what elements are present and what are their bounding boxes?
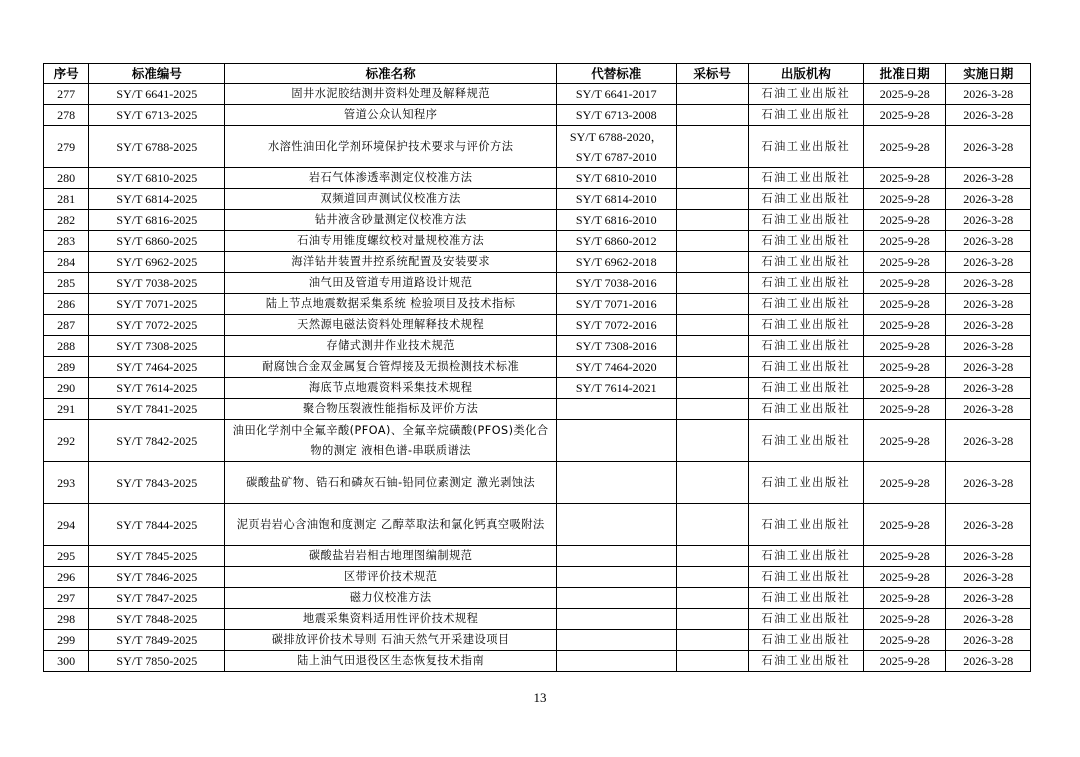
cell-standard-name: 海底节点地震资料采集技术规程 (225, 378, 557, 399)
cell-standard-code: SY/T 7842-2025 (89, 420, 225, 462)
cell-standard-code: SY/T 7072-2025 (89, 315, 225, 336)
table-row (44, 399, 1031, 420)
cell-approval-date: 2025-9-28 (864, 588, 946, 609)
cell-implementation-date: 2026-3-28 (946, 126, 1031, 168)
page-number: 13 (533, 690, 547, 705)
cell-standard-name: 泥页岩岩心含油饱和度测定 乙醇萃取法和氯化钙真空吸附法 (225, 504, 557, 546)
cell-serial-no: 300 (44, 651, 89, 672)
cell-standard-name: 固井水泥胶结测井资料处理及解释规范 (225, 84, 557, 105)
cell-implementation-date: 2026-3-28 (946, 399, 1031, 420)
cell-standard-code: SY/T 7850-2025 (89, 651, 225, 672)
cell-publisher: 石油工业出版社 (748, 189, 863, 210)
cell-standard-name: 陆上节点地震数据采集系统 检验项目及技术指标 (225, 294, 557, 315)
cell-standard-name: 磁力仪校准方法 (225, 588, 557, 609)
cell-standard-name: 岩石气体渗透率测定仪校准方法 (225, 168, 557, 189)
cell-standard-code: SY/T 7847-2025 (89, 588, 225, 609)
cell-replaced-standard (557, 462, 677, 504)
cell-implementation-date: 2026-3-28 (946, 105, 1031, 126)
cell-standard-code: SY/T 6788-2025 (89, 126, 225, 168)
cell-standard-code: SY/T 7843-2025 (89, 462, 225, 504)
cell-serial-no: 290 (44, 378, 89, 399)
cell-approval-date: 2025-9-28 (864, 546, 946, 567)
table-row (44, 84, 1031, 105)
cell-approval-date: 2025-9-28 (864, 168, 946, 189)
cell-adoption-no (676, 189, 748, 210)
cell-standard-name: 天然源电磁法资料处理解释技术规程 (225, 315, 557, 336)
cell-implementation-date: 2026-3-28 (946, 504, 1031, 546)
cell-approval-date: 2025-9-28 (864, 462, 946, 504)
cell-implementation-date: 2026-3-28 (946, 462, 1031, 504)
cell-standard-name: 双频道回声测试仪校准方法 (225, 189, 557, 210)
header-standard-code: 标准编号 (89, 64, 225, 84)
cell-approval-date: 2025-9-28 (864, 357, 946, 378)
cell-implementation-date: 2026-3-28 (946, 252, 1031, 273)
cell-publisher: 石油工业出版社 (748, 84, 863, 105)
cell-publisher: 石油工业出版社 (748, 651, 863, 672)
cell-adoption-no (676, 651, 748, 672)
cell-standard-name: 管道公众认知程序 (225, 105, 557, 126)
cell-adoption-no (676, 210, 748, 231)
cell-standard-name: 水溶性油田化学剂环境保护技术要求与评价方法 (225, 126, 557, 168)
header-implementation-date: 实施日期 (946, 64, 1031, 84)
cell-replaced-standard: SY/T 7072-2016 (557, 315, 677, 336)
cell-adoption-no (676, 336, 748, 357)
cell-replaced-standard: SY/T 7614-2021 (557, 378, 677, 399)
cell-replaced-standard: SY/T 6816-2010 (557, 210, 677, 231)
cell-publisher: 石油工业出版社 (748, 336, 863, 357)
cell-publisher: 石油工业出版社 (748, 315, 863, 336)
cell-approval-date: 2025-9-28 (864, 378, 946, 399)
cell-serial-no: 295 (44, 546, 89, 567)
cell-implementation-date: 2026-3-28 (946, 336, 1031, 357)
cell-approval-date: 2025-9-28 (864, 420, 946, 462)
cell-adoption-no (676, 399, 748, 420)
cell-standard-code: SY/T 7848-2025 (89, 609, 225, 630)
cell-publisher: 石油工业出版社 (748, 630, 863, 651)
cell-approval-date: 2025-9-28 (864, 336, 946, 357)
table-row (44, 357, 1031, 378)
cell-serial-no: 285 (44, 273, 89, 294)
cell-approval-date: 2025-9-28 (864, 294, 946, 315)
cell-serial-no: 279 (44, 126, 89, 168)
cell-serial-no: 296 (44, 567, 89, 588)
cell-standard-name: 区带评价技术规范 (225, 567, 557, 588)
cell-standard-code: SY/T 6962-2025 (89, 252, 225, 273)
cell-implementation-date: 2026-3-28 (946, 294, 1031, 315)
cell-replaced-standard: SY/T 6962-2018 (557, 252, 677, 273)
cell-replaced-standard: SY/T 7308-2016 (557, 336, 677, 357)
table-row (44, 630, 1031, 651)
cell-approval-date: 2025-9-28 (864, 210, 946, 231)
cell-implementation-date: 2026-3-28 (946, 630, 1031, 651)
cell-standard-code: SY/T 6810-2025 (89, 168, 225, 189)
table-row (44, 126, 1031, 168)
header-approval-date: 批准日期 (864, 64, 946, 84)
cell-approval-date: 2025-9-28 (864, 126, 946, 168)
table-row (44, 504, 1031, 546)
cell-implementation-date: 2026-3-28 (946, 273, 1031, 294)
cell-publisher: 石油工业出版社 (748, 231, 863, 252)
cell-standard-code: SY/T 6713-2025 (89, 105, 225, 126)
cell-standard-code: SY/T 7845-2025 (89, 546, 225, 567)
cell-serial-no: 288 (44, 336, 89, 357)
cell-serial-no: 280 (44, 168, 89, 189)
cell-adoption-no (676, 105, 748, 126)
cell-standard-code: SY/T 7038-2025 (89, 273, 225, 294)
cell-replaced-standard (557, 399, 677, 420)
cell-adoption-no (676, 588, 748, 609)
table-row (44, 210, 1031, 231)
cell-publisher: 石油工业出版社 (748, 273, 863, 294)
table-row (44, 567, 1031, 588)
cell-standard-name: 石油专用锥度螺纹校对量规校准方法 (225, 231, 557, 252)
cell-serial-no: 284 (44, 252, 89, 273)
cell-publisher: 石油工业出版社 (748, 588, 863, 609)
cell-serial-no: 289 (44, 357, 89, 378)
cell-implementation-date: 2026-3-28 (946, 315, 1031, 336)
cell-implementation-date: 2026-3-28 (946, 378, 1031, 399)
cell-publisher: 石油工业出版社 (748, 504, 863, 546)
cell-replaced-standard (557, 609, 677, 630)
cell-implementation-date: 2026-3-28 (946, 231, 1031, 252)
header-publisher: 出版机构 (748, 64, 863, 84)
table-row (44, 336, 1031, 357)
cell-adoption-no (676, 231, 748, 252)
cell-adoption-no (676, 168, 748, 189)
table-row (44, 105, 1031, 126)
table-row (44, 609, 1031, 630)
cell-approval-date: 2025-9-28 (864, 231, 946, 252)
cell-standard-name: 聚合物压裂液性能指标及评价方法 (225, 399, 557, 420)
cell-serial-no: 281 (44, 189, 89, 210)
cell-publisher: 石油工业出版社 (748, 126, 863, 168)
table-row (44, 588, 1031, 609)
header-standard-name: 标准名称 (225, 64, 557, 84)
cell-approval-date: 2025-9-28 (864, 273, 946, 294)
cell-serial-no: 277 (44, 84, 89, 105)
table-header-row (44, 64, 1031, 84)
cell-serial-no: 299 (44, 630, 89, 651)
cell-adoption-no (676, 630, 748, 651)
cell-replaced-standard (557, 546, 677, 567)
cell-implementation-date: 2026-3-28 (946, 168, 1031, 189)
cell-adoption-no (676, 252, 748, 273)
cell-adoption-no (676, 273, 748, 294)
table-row (44, 252, 1031, 273)
cell-serial-no: 286 (44, 294, 89, 315)
table-row (44, 168, 1031, 189)
header-adoption-no: 采标号 (676, 64, 748, 84)
cell-replaced-standard: SY/T 6641-2017 (557, 84, 677, 105)
cell-publisher: 石油工业出版社 (748, 420, 863, 462)
cell-replaced-standard (557, 504, 677, 546)
cell-standard-code: SY/T 7841-2025 (89, 399, 225, 420)
cell-implementation-date: 2026-3-28 (946, 420, 1031, 462)
cell-adoption-no (676, 462, 748, 504)
cell-standard-code: SY/T 7614-2025 (89, 378, 225, 399)
table-row (44, 294, 1031, 315)
cell-standard-name: 碳酸盐岩岩相古地理图编制规范 (225, 546, 557, 567)
cell-replaced-standard: SY/T 7071-2016 (557, 294, 677, 315)
table-row (44, 378, 1031, 399)
cell-replaced-standard: SY/T 6810-2010 (557, 168, 677, 189)
cell-standard-name: 耐腐蚀合金双金属复合管焊接及无损检测技术标准 (225, 357, 557, 378)
cell-serial-no: 292 (44, 420, 89, 462)
cell-standard-code: SY/T 7846-2025 (89, 567, 225, 588)
cell-standard-code: SY/T 6814-2025 (89, 189, 225, 210)
cell-standard-name: 钻井液含砂量测定仪校准方法 (225, 210, 557, 231)
cell-implementation-date: 2026-3-28 (946, 651, 1031, 672)
cell-standard-code: SY/T 6860-2025 (89, 231, 225, 252)
cell-replaced-standard (557, 567, 677, 588)
cell-publisher: 石油工业出版社 (748, 252, 863, 273)
cell-implementation-date: 2026-3-28 (946, 84, 1031, 105)
table-row (44, 231, 1031, 252)
cell-adoption-no (676, 567, 748, 588)
table-row (44, 420, 1031, 462)
cell-standard-code: SY/T 7308-2025 (89, 336, 225, 357)
cell-approval-date: 2025-9-28 (864, 315, 946, 336)
cell-replaced-standard: SY/T 6860-2012 (557, 231, 677, 252)
cell-standard-name: 陆上油气田退役区生态恢复技术指南 (225, 651, 557, 672)
table-row (44, 462, 1031, 504)
cell-publisher: 石油工业出版社 (748, 378, 863, 399)
cell-publisher: 石油工业出版社 (748, 462, 863, 504)
cell-standard-code: SY/T 7464-2025 (89, 357, 225, 378)
cell-approval-date: 2025-9-28 (864, 504, 946, 546)
cell-standard-name: 油田化学剂中全氟辛酸(PFOA)、全氟辛烷磺酸(PFOS)类化合物的测定 液相色谱-串联质谱法 (225, 420, 557, 462)
cell-approval-date: 2025-9-28 (864, 630, 946, 651)
cell-standard-name: 碳排放评价技术导则 石油天然气开采建设项目 (225, 630, 557, 651)
cell-standard-name: 存储式测井作业技术规范 (225, 336, 557, 357)
cell-publisher: 石油工业出版社 (748, 567, 863, 588)
cell-adoption-no (676, 420, 748, 462)
cell-adoption-no (676, 609, 748, 630)
header-replaced-standard: 代替标准 (557, 64, 677, 84)
cell-serial-no: 282 (44, 210, 89, 231)
cell-replaced-standard (557, 588, 677, 609)
cell-standard-name: 碳酸盐矿物、锆石和磷灰石铀-铅同位素测定 激光剥蚀法 (225, 462, 557, 504)
cell-approval-date: 2025-9-28 (864, 105, 946, 126)
cell-serial-no: 283 (44, 231, 89, 252)
cell-publisher: 石油工业出版社 (748, 399, 863, 420)
cell-standard-name: 油气田及管道专用道路设计规范 (225, 273, 557, 294)
cell-standard-code: SY/T 7844-2025 (89, 504, 225, 546)
cell-adoption-no (676, 504, 748, 546)
cell-replaced-standard: SY/T 6814-2010 (557, 189, 677, 210)
cell-standard-code: SY/T 6641-2025 (89, 84, 225, 105)
cell-serial-no: 298 (44, 609, 89, 630)
cell-approval-date: 2025-9-28 (864, 609, 946, 630)
cell-approval-date: 2025-9-28 (864, 651, 946, 672)
table-row (44, 651, 1031, 672)
cell-approval-date: 2025-9-28 (864, 189, 946, 210)
cell-adoption-no (676, 546, 748, 567)
cell-serial-no: 278 (44, 105, 89, 126)
cell-standard-name: 地震采集资料适用性评价技术规程 (225, 609, 557, 630)
cell-adoption-no (676, 126, 748, 168)
cell-adoption-no (676, 84, 748, 105)
cell-adoption-no (676, 294, 748, 315)
cell-implementation-date: 2026-3-28 (946, 546, 1031, 567)
cell-replaced-standard (557, 420, 677, 462)
header-serial-no: 序号 (44, 64, 89, 84)
cell-replaced-standard: SY/T 7464-2020 (557, 357, 677, 378)
cell-approval-date: 2025-9-28 (864, 399, 946, 420)
cell-adoption-no (676, 315, 748, 336)
cell-serial-no: 287 (44, 315, 89, 336)
cell-implementation-date: 2026-3-28 (946, 567, 1031, 588)
cell-replaced-standard: SY/T 6713-2008 (557, 105, 677, 126)
cell-publisher: 石油工业出版社 (748, 546, 863, 567)
cell-standard-name: 海洋钻井装置井控系统配置及安装要求 (225, 252, 557, 273)
cell-implementation-date: 2026-3-28 (946, 609, 1031, 630)
cell-replaced-standard (557, 630, 677, 651)
cell-serial-no: 294 (44, 504, 89, 546)
cell-serial-no: 293 (44, 462, 89, 504)
table-row (44, 273, 1031, 294)
cell-serial-no: 297 (44, 588, 89, 609)
cell-standard-code: SY/T 7071-2025 (89, 294, 225, 315)
cell-publisher: 石油工业出版社 (748, 168, 863, 189)
standards-table (43, 63, 1031, 672)
cell-serial-no: 291 (44, 399, 89, 420)
cell-publisher: 石油工业出版社 (748, 210, 863, 231)
cell-publisher: 石油工业出版社 (748, 357, 863, 378)
cell-replaced-standard: SY/T 6788-2020，SY/T 6787-2010 (557, 126, 677, 168)
cell-implementation-date: 2026-3-28 (946, 588, 1031, 609)
cell-approval-date: 2025-9-28 (864, 567, 946, 588)
cell-publisher: 石油工业出版社 (748, 294, 863, 315)
cell-approval-date: 2025-9-28 (864, 84, 946, 105)
cell-standard-code: SY/T 7849-2025 (89, 630, 225, 651)
cell-implementation-date: 2026-3-28 (946, 357, 1031, 378)
table-row (44, 189, 1031, 210)
cell-replaced-standard (557, 651, 677, 672)
cell-implementation-date: 2026-3-28 (946, 189, 1031, 210)
table-row (44, 546, 1031, 567)
cell-publisher: 石油工业出版社 (748, 105, 863, 126)
cell-adoption-no (676, 378, 748, 399)
cell-approval-date: 2025-9-28 (864, 252, 946, 273)
cell-publisher: 石油工业出版社 (748, 609, 863, 630)
table-row (44, 315, 1031, 336)
cell-implementation-date: 2026-3-28 (946, 210, 1031, 231)
cell-replaced-standard: SY/T 7038-2016 (557, 273, 677, 294)
cell-standard-code: SY/T 6816-2025 (89, 210, 225, 231)
cell-adoption-no (676, 357, 748, 378)
